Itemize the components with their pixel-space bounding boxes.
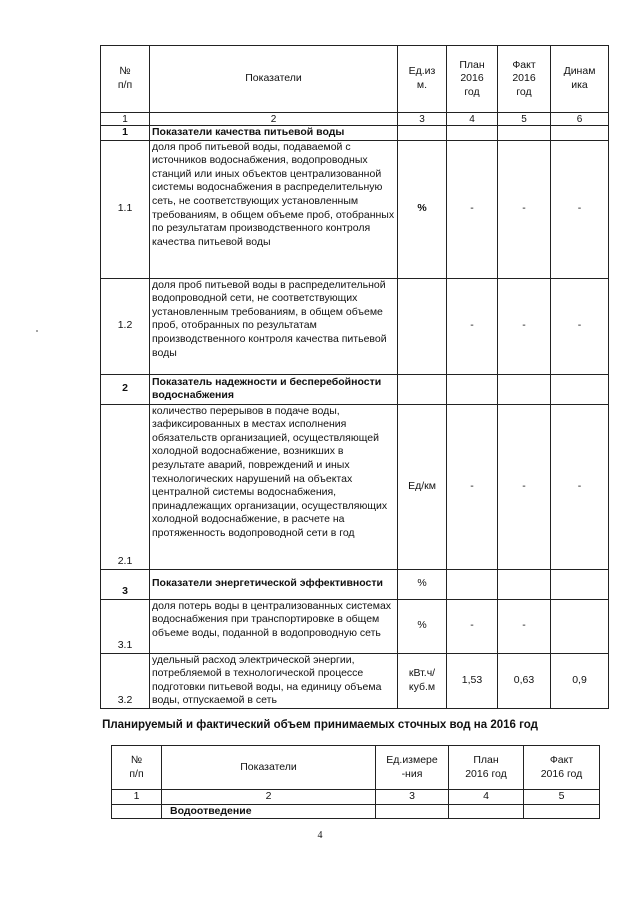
column-number: 3 [398,113,447,126]
section-number: 2 [101,374,150,404]
header-row [101,46,609,113]
row-number: 1.2 [101,278,150,374]
row-plan: - [447,278,498,374]
column-number-row [112,790,600,805]
header-indicators: Показатели [162,746,376,790]
header-no: № п/п [101,46,150,113]
section-row [101,569,609,599]
section-title: Показатели качества питьевой воды [150,126,398,141]
column-number: 4 [449,790,524,805]
header-plan: План 2016 год [447,46,498,113]
row-number: 2.1 [101,404,150,569]
row-plan: 1,53 [447,653,498,708]
section-row [112,804,600,819]
row-dynamics: 0,9 [551,653,609,708]
section-unit: % [398,569,447,599]
section-title: Показатели энергетической эффективности [150,569,398,599]
row-plan: - [447,599,498,653]
row-plan: - [447,140,498,278]
row-dynamics: - [551,278,609,374]
row-fact: - [498,278,551,374]
column-number: 4 [447,113,498,126]
row-number: 1.1 [101,140,150,278]
header-unit: Ед.из м. [398,46,447,113]
row-unit: % [398,140,447,278]
header-unit: Ед.измере -ния [376,746,449,790]
column-number: 6 [551,113,609,126]
page-number: 4 [317,830,323,841]
column-number: 3 [376,790,449,805]
row-dynamics: - [551,140,609,278]
row-fact: - [498,140,551,278]
row-text: доля потерь воды в централизованных системах водоснабжения при транспортировке в общем объеме воды, поданной в водопроводную сеть [150,599,398,653]
section-title: Показатель надежности и бесперебойности водоснабжения [150,374,398,404]
section-row [101,374,609,404]
quality-indicators-table [100,45,609,709]
row-plan: - [447,404,498,569]
row-unit: кВт.ч/ куб.м [398,653,447,708]
wastewater-section-title: Планируемый и фактический объем принимаемых сточных вод на 2016 год [102,719,538,731]
header-no: № п/п [112,746,162,790]
column-number: 1 [101,113,150,126]
row-unit: Ед/км [398,404,447,569]
table-row [101,599,609,653]
column-number: 1 [112,790,162,805]
table-row [101,404,609,569]
row-dynamics: - [551,404,609,569]
row-fact: 0,63 [498,653,551,708]
row-number: 3.2 [101,653,150,708]
header-plan: План 2016 год [449,746,524,790]
section-number: 1 [101,126,150,141]
header-row [112,746,600,790]
row-fact: - [498,599,551,653]
row-text: удельный расход электрической энергии, потребляемой в технологической процессе подготовки питьевой воды, на единицу объема воды, отпускаемой в сеть [150,653,398,708]
column-number: 5 [498,113,551,126]
row-text: количество перерывов в подаче воды, зафиксированных в местах исполнения обязательств организацией, осуществляющей холодной водоснабжение, возникших в результате аварий, повреждений и иных технологических нарушений на объектах централной системы водоснабжения, принадлежащих организации, осуществляющих холодной водоснабжение, в расчете на протяженность водопроводной сети в год [150,404,398,569]
row-text: доля проб питьевой воды в распределительной водопроводной сети, не соответствующих установленным требованиям, в общем объеме проб, отобранных по результатам производственного контроля качества питьевой воды [150,278,398,374]
column-number: 5 [524,790,600,805]
section-title: Водоотведение [162,804,376,819]
header-indicators: Показатели [150,46,398,113]
row-unit [398,278,447,374]
wastewater-table [111,745,600,819]
row-text: доля проб питьевой воды, подаваемой с источников водоснабжения, водопроводных станций или иных объектов централизованной системы водоснабжения в распределительную сеть, не соответствующих установленным требованиям, в общем объеме проб, отобранных по результатам производственного контроля качества питьевой воды [150,140,398,278]
table-row [101,653,609,708]
header-fact: Факт 2016 год [524,746,600,790]
row-unit: % [398,599,447,653]
column-number: 2 [162,790,376,805]
section-number: 3 [101,569,150,599]
row-number: 3.1 [101,599,150,653]
row-fact: - [498,404,551,569]
header-dynamics: Динам ика [551,46,609,113]
section-row [101,126,609,141]
table-row [101,140,609,278]
row-dynamics [551,599,609,653]
column-number: 2 [150,113,398,126]
header-fact: Факт 2016 год [498,46,551,113]
scan-speck [36,330,38,332]
column-number-row [101,113,609,126]
table-row [101,278,609,374]
